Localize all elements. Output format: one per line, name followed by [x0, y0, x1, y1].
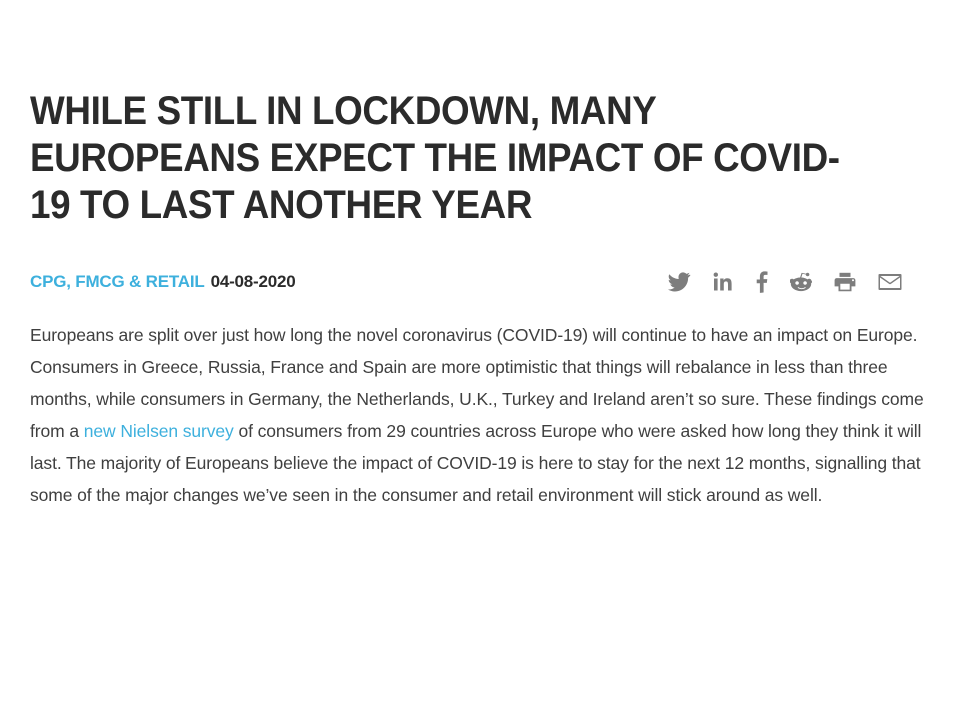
- category-link[interactable]: CPG, FMCG & RETAIL: [30, 272, 205, 291]
- article-meta-row: [30, 271, 930, 293]
- print-icon[interactable]: [834, 272, 856, 292]
- twitter-icon[interactable]: [667, 272, 691, 292]
- nielsen-survey-link[interactable]: new Nielsen survey: [83, 421, 234, 441]
- publish-date: 04-08-2020: [210, 272, 296, 291]
- facebook-icon[interactable]: [755, 271, 768, 293]
- article-meta: [30, 272, 296, 292]
- share-bar: [667, 271, 902, 293]
- body-text-part1: Europeans are split over just how long the novel coronavirus (COVID-19) will continue to have an impact on Europe. Consumers in Greece, Russia, France and Spain are more optimistic that things will rebalance in less than three months, while consumers in Germany, the Netherlands, U.K., Turkey and Ireland aren’t so sure. These findings come from a: [30, 325, 924, 441]
- page-title: WHILE STILL IN LOCKDOWN, MANY EUROPEANS EXPECT THE IMPACT OF COVID-19 TO LAST ANOTHER YEAR: [30, 89, 840, 227]
- linkedin-icon[interactable]: [713, 272, 733, 292]
- article-body: [30, 319, 930, 511]
- email-icon[interactable]: [878, 273, 902, 291]
- body-text-part2: of consumers from 29 countries across Europe who were asked how long they think it will last. The majority of Europeans believe the impact of COVID-19 is here to stay for the next 12 months, signalling that some of the major changes we’ve seen in the consumer and retail environment will stick around as well.: [30, 421, 922, 505]
- reddit-icon[interactable]: [790, 272, 812, 292]
